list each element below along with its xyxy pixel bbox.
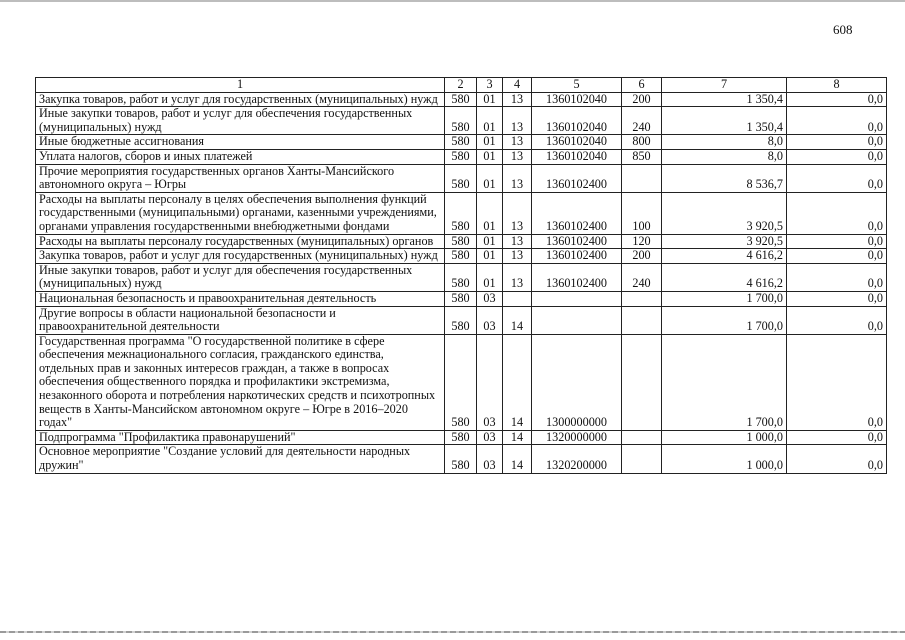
amount-cell: 8,0 [662,135,787,150]
code-section-cell: 03 [477,306,503,334]
amount-cell: 4 616,2 [662,249,787,264]
amount-cell: 4 616,2 [662,263,787,291]
amount-cell: 1 350,4 [662,107,787,135]
row-name-cell: Прочие мероприятия государственных органов Ханты-Мансийского автономного округа – Югры [36,164,445,192]
code-expense-type-cell: 200 [622,92,662,107]
amount-extra-cell: 0,0 [787,234,887,249]
code-section-cell: 03 [477,445,503,473]
code-admin-cell: 580 [445,164,477,192]
amount-extra-cell: 0,0 [787,92,887,107]
table-row [36,107,887,135]
code-admin-cell: 580 [445,107,477,135]
amount-extra-cell: 0,0 [787,192,887,234]
code-expense-type-cell [622,430,662,445]
code-admin-cell: 580 [445,306,477,334]
amount-extra-cell: 0,0 [787,334,887,430]
code-subsection-cell: 14 [503,430,532,445]
code-section-cell: 03 [477,430,503,445]
page-number: 608 [833,22,853,37]
column-header: 3 [477,78,503,93]
table-row [36,135,887,150]
budget-table [35,77,887,474]
code-section-cell: 01 [477,234,503,249]
table-row [36,92,887,107]
amount-extra-cell: 0,0 [787,430,887,445]
code-target-article-cell: 1360102400 [532,192,622,234]
code-section-cell: 01 [477,164,503,192]
amount-extra-cell: 0,0 [787,263,887,291]
code-subsection-cell: 13 [503,135,532,150]
amount-extra-cell: 0,0 [787,249,887,264]
code-admin-cell: 580 [445,430,477,445]
code-expense-type-cell [622,291,662,306]
amount-cell: 8 536,7 [662,164,787,192]
code-admin-cell: 580 [445,445,477,473]
amount-extra-cell: 0,0 [787,149,887,164]
code-subsection-cell: 13 [503,92,532,107]
scan-bottom-edge [0,631,905,633]
code-target-article-cell: 1360102400 [532,234,622,249]
code-subsection-cell: 13 [503,234,532,249]
code-target-article-cell: 1360102040 [532,92,622,107]
code-subsection-cell: 13 [503,149,532,164]
amount-cell: 1 700,0 [662,334,787,430]
code-admin-cell: 580 [445,192,477,234]
row-name-cell: Подпрограмма "Профилактика правонарушений" [36,430,445,445]
code-subsection-cell: 14 [503,334,532,430]
code-expense-type-cell: 850 [622,149,662,164]
amount-cell: 8,0 [662,149,787,164]
code-admin-cell: 580 [445,234,477,249]
code-subsection-cell: 13 [503,249,532,264]
code-admin-cell: 580 [445,92,477,107]
code-subsection-cell: 13 [503,263,532,291]
code-admin-cell: 580 [445,249,477,264]
table-row [36,249,887,264]
table-row [36,291,887,306]
code-section-cell: 01 [477,263,503,291]
amount-cell: 3 920,5 [662,234,787,249]
code-expense-type-cell [622,445,662,473]
row-name-cell: Иные закупки товаров, работ и услуг для обеспечения государственных (муниципальных) нужд [36,263,445,291]
code-subsection-cell [503,291,532,306]
code-admin-cell: 580 [445,263,477,291]
row-name-cell: Основное мероприятие "Создание условий для деятельности народных дружин" [36,445,445,473]
row-name-cell: Другие вопросы в области национальной безопасности и правоохранительной деятельности [36,306,445,334]
code-target-article-cell: 1320200000 [532,445,622,473]
code-expense-type-cell: 200 [622,249,662,264]
code-target-article-cell: 1360102040 [532,149,622,164]
code-target-article-cell: 1360102400 [532,249,622,264]
code-target-article-cell: 1320000000 [532,430,622,445]
code-section-cell: 01 [477,192,503,234]
amount-cell: 3 920,5 [662,192,787,234]
amount-extra-cell: 0,0 [787,306,887,334]
amount-extra-cell: 0,0 [787,164,887,192]
row-name-cell: Уплата налогов, сборов и иных платежей [36,149,445,164]
code-section-cell: 01 [477,92,503,107]
code-admin-cell: 580 [445,149,477,164]
code-subsection-cell: 13 [503,107,532,135]
row-name-cell: Закупка товаров, работ и услуг для государственных (муниципальных) нужд [36,249,445,264]
table-row [36,192,887,234]
code-subsection-cell: 14 [503,445,532,473]
code-section-cell: 03 [477,334,503,430]
code-target-article-cell: 1300000000 [532,334,622,430]
code-target-article-cell: 1360102040 [532,135,622,150]
code-expense-type-cell: 240 [622,263,662,291]
amount-cell: 1 700,0 [662,306,787,334]
code-admin-cell: 580 [445,334,477,430]
code-section-cell: 01 [477,149,503,164]
amount-extra-cell: 0,0 [787,107,887,135]
table-row [36,164,887,192]
amount-cell: 1 000,0 [662,445,787,473]
amount-extra-cell: 0,0 [787,135,887,150]
table-header-row [36,78,887,93]
scan-top-edge [0,0,905,2]
code-expense-type-cell: 240 [622,107,662,135]
table-row [36,445,887,473]
code-target-article-cell [532,306,622,334]
code-expense-type-cell: 120 [622,234,662,249]
code-admin-cell: 580 [445,291,477,306]
table-row [36,306,887,334]
row-name-cell: Закупка товаров, работ и услуг для государственных (муниципальных) нужд [36,92,445,107]
column-header: 5 [532,78,622,93]
table-row [36,430,887,445]
table-row [36,263,887,291]
column-header: 6 [622,78,662,93]
code-target-article-cell: 1360102400 [532,164,622,192]
column-header: 1 [36,78,445,93]
row-name-cell: Иные бюджетные ассигнования [36,135,445,150]
code-target-article-cell [532,291,622,306]
code-section-cell: 01 [477,107,503,135]
code-subsection-cell: 13 [503,164,532,192]
code-section-cell: 01 [477,249,503,264]
amount-cell: 1 700,0 [662,291,787,306]
code-expense-type-cell [622,164,662,192]
amount-extra-cell: 0,0 [787,291,887,306]
code-target-article-cell: 1360102040 [532,107,622,135]
code-expense-type-cell: 800 [622,135,662,150]
column-header: 4 [503,78,532,93]
code-subsection-cell: 13 [503,192,532,234]
row-name-cell: Иные закупки товаров, работ и услуг для обеспечения государственных (муниципальных) нужд [36,107,445,135]
table-row [36,334,887,430]
row-name-cell: Расходы на выплаты персоналу государственных (муниципальных) органов [36,234,445,249]
amount-extra-cell: 0,0 [787,445,887,473]
code-expense-type-cell [622,334,662,430]
row-name-cell: Расходы на выплаты персоналу в целях обеспечения выполнения функций государственными (муниципальными) органами, казенными учреждениями, органами управления государственными внебюджетными фондами [36,192,445,234]
code-subsection-cell: 14 [503,306,532,334]
column-header: 7 [662,78,787,93]
code-section-cell: 03 [477,291,503,306]
row-name-cell: Национальная безопасность и правоохранительная деятельность [36,291,445,306]
column-header: 8 [787,78,887,93]
code-expense-type-cell [622,306,662,334]
code-expense-type-cell: 100 [622,192,662,234]
row-name-cell: Государственная программа "О государственной политике в сфере обеспечения межнационального согласия, гражданского единства, отдельных прав и законных интересов граждан, а также в вопросах обеспечения общественного порядка и профилактики экстремизма, незаконного оборота и потребления наркотических средств и психотропных веществ в Ханты-Мансийском автономном округе – Югре в 2016–2020 годах" [36,334,445,430]
amount-cell: 1 000,0 [662,430,787,445]
table-row [36,234,887,249]
column-header: 2 [445,78,477,93]
code-section-cell: 01 [477,135,503,150]
table-row [36,149,887,164]
amount-cell: 1 350,4 [662,92,787,107]
code-admin-cell: 580 [445,135,477,150]
code-target-article-cell: 1360102400 [532,263,622,291]
